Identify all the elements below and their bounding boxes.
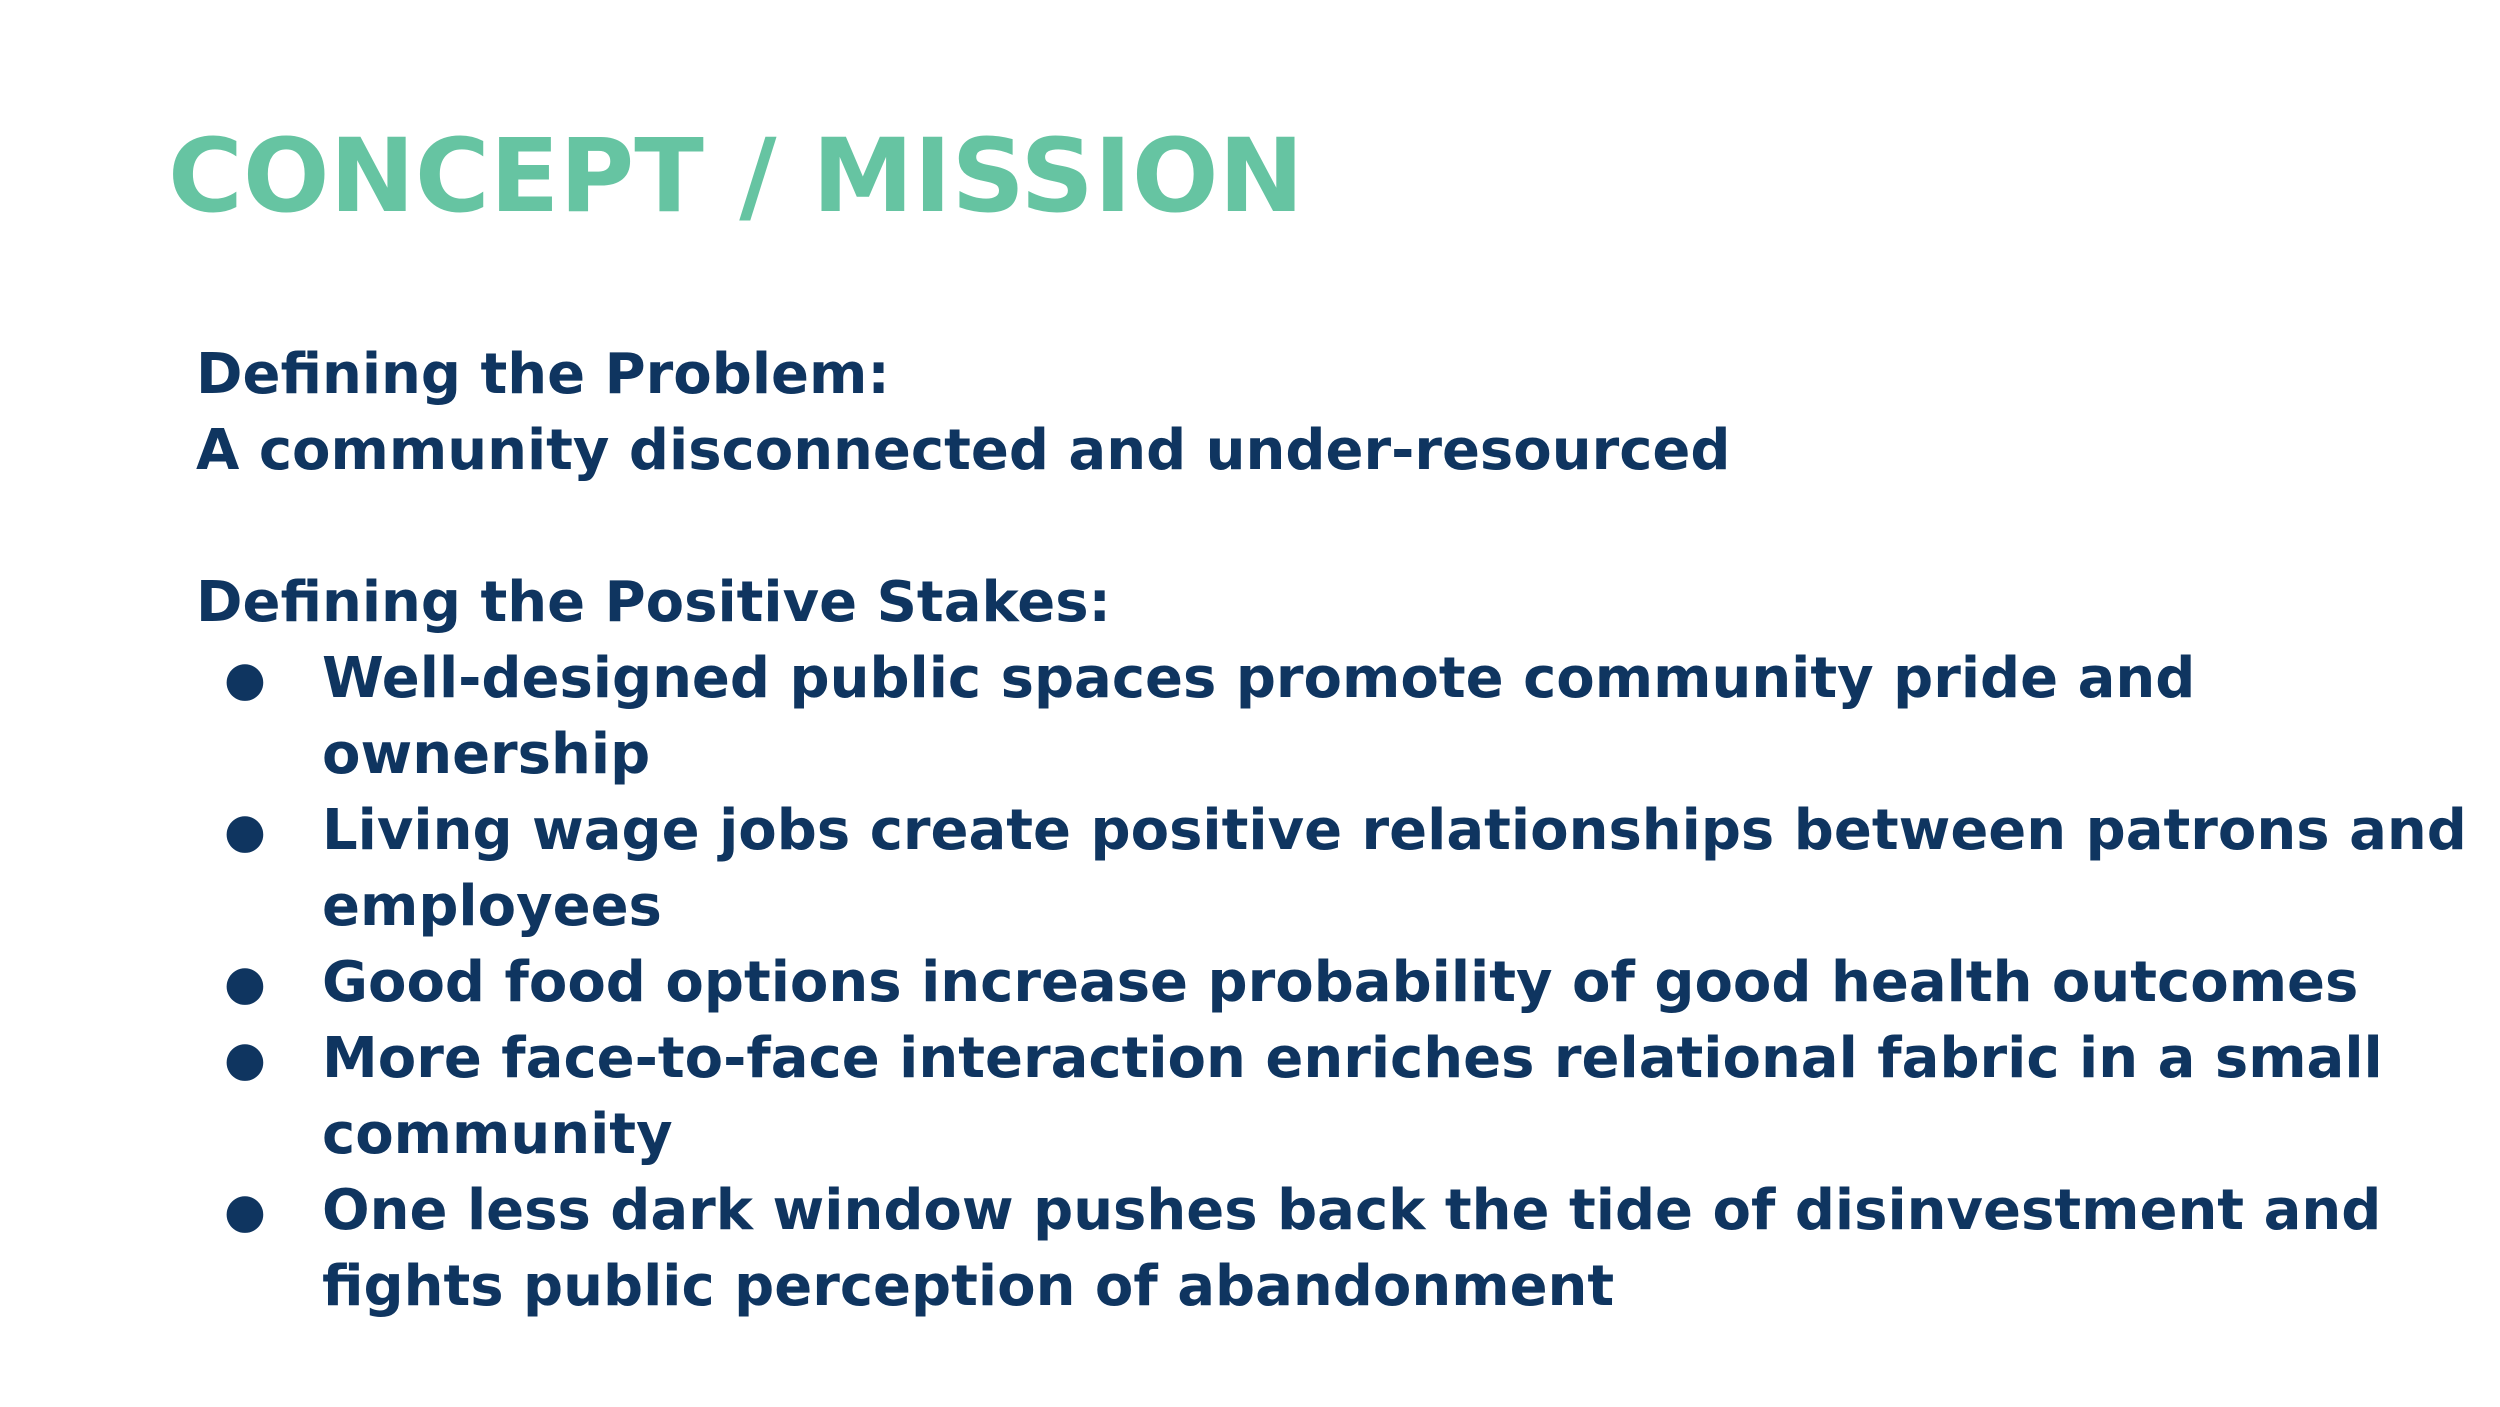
list-item — [196, 1173, 2476, 1325]
list-item — [196, 641, 2476, 793]
list-item-text: Living wage jobs create positive relationships between patrons and employees — [322, 798, 2467, 939]
list-item-text: Good food options increase probability of good health outcomes — [322, 950, 2359, 1015]
slide-body — [196, 337, 2476, 1325]
list-item — [196, 793, 2476, 945]
list-item-text: One less dark window pushes back the tide of disinvestment and fights public perception of abandonment — [322, 1178, 2382, 1319]
bullet-icon: ● — [224, 1183, 266, 1239]
bullet-icon: ● — [224, 651, 266, 707]
section-spacer — [196, 489, 2476, 565]
stakes-list — [196, 641, 2476, 1325]
problem-text: A community disconnected and under-resourced — [196, 418, 1731, 483]
bullet-icon: ● — [224, 1031, 266, 1087]
slide-title: CONCEPT / MISSION — [168, 117, 1304, 236]
problem-heading: Defining the Problem: — [196, 342, 890, 407]
list-item-text: More face-to-face interaction enriches relational fabric in a small community — [322, 1026, 2383, 1167]
stakes-heading: Defining the Positive Stakes: — [196, 570, 1111, 635]
list-item — [196, 945, 2476, 1021]
list-item — [196, 1021, 2476, 1173]
bullet-icon: ● — [224, 803, 266, 859]
list-item-text: Well-designed public spaces promote community pride and ownership — [322, 646, 2196, 787]
bullet-icon: ● — [224, 955, 266, 1011]
